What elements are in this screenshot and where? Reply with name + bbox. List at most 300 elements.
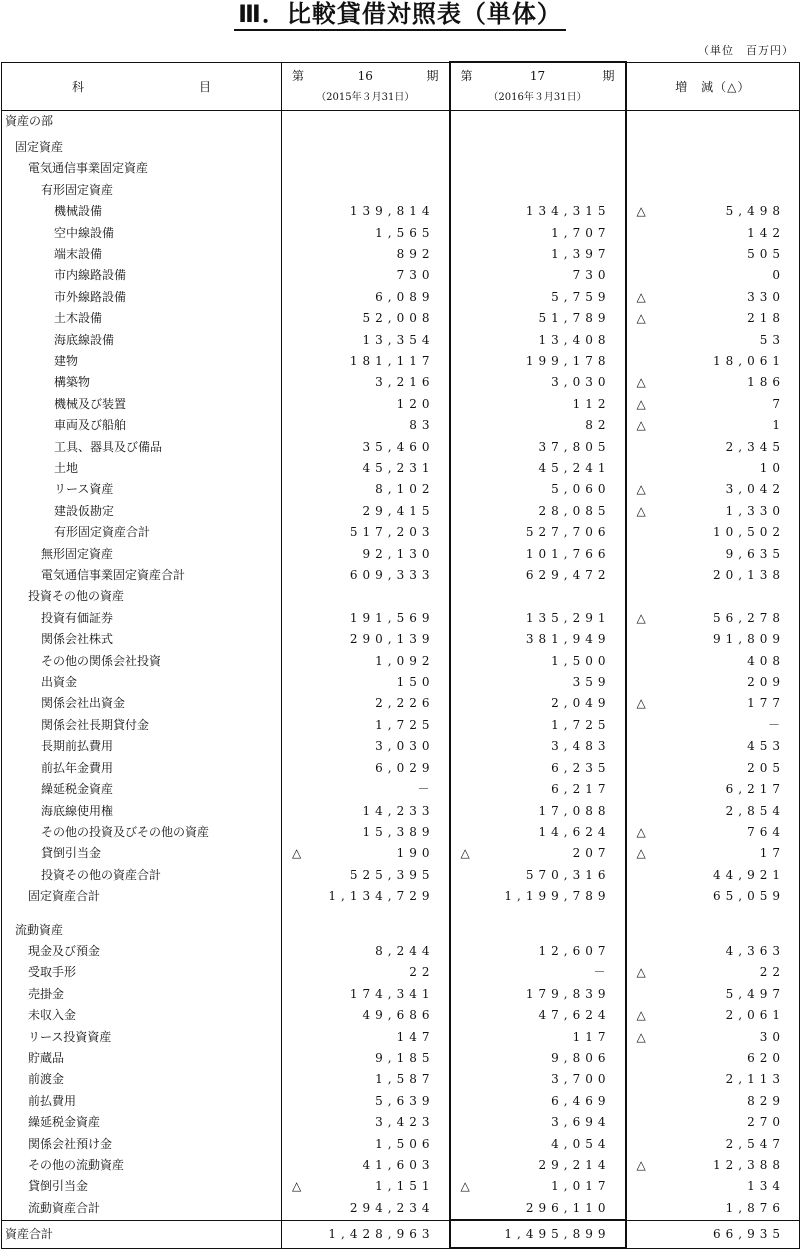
amount-value: 4,054 bbox=[551, 1136, 611, 1151]
table-row bbox=[2, 458, 800, 479]
value-16-cell bbox=[282, 137, 450, 158]
amount-value: 2,854 bbox=[725, 803, 785, 818]
amount-value: 9,806 bbox=[551, 1050, 611, 1065]
value-16-cell bbox=[282, 1005, 450, 1026]
header-16-ki: 期 bbox=[426, 69, 439, 83]
amount-value: 290,139 bbox=[349, 632, 435, 647]
amount-value: 150 bbox=[396, 675, 435, 690]
amount-value: 52,008 bbox=[362, 311, 435, 326]
item-cell bbox=[2, 1048, 282, 1069]
value-17-cell bbox=[450, 736, 626, 757]
value-17-cell bbox=[450, 372, 626, 393]
negative-mark: △ bbox=[636, 204, 646, 219]
table-row bbox=[2, 941, 800, 962]
amount-value: 6,089 bbox=[375, 289, 435, 304]
amount-value: 1,151 bbox=[375, 1179, 435, 1194]
item-cell bbox=[2, 801, 282, 822]
value-17-cell bbox=[450, 437, 626, 458]
item-cell bbox=[2, 479, 282, 500]
difference-cell bbox=[626, 565, 800, 586]
amount-value: 147 bbox=[396, 1029, 435, 1044]
table-row bbox=[2, 758, 800, 779]
item-label: 市内線路設備 bbox=[54, 268, 127, 283]
amount-value: 30 bbox=[759, 1029, 785, 1044]
item-label: その他の流動資産 bbox=[28, 1158, 125, 1172]
amount-value: 453 bbox=[747, 739, 785, 754]
negative-mark: △ bbox=[636, 418, 646, 433]
value-16-cell bbox=[282, 758, 450, 779]
value-16-cell bbox=[282, 1069, 450, 1090]
value-16-cell bbox=[282, 672, 450, 693]
difference-cell bbox=[626, 180, 800, 201]
item-label: 無形固定資産 bbox=[41, 546, 114, 561]
item-cell bbox=[2, 865, 282, 886]
table-row bbox=[2, 158, 800, 179]
value-17-cell bbox=[450, 287, 626, 308]
value-17-cell bbox=[450, 843, 626, 864]
value-16-cell bbox=[282, 201, 450, 222]
amount-value: 0 bbox=[772, 268, 785, 283]
difference-cell bbox=[626, 843, 800, 864]
item-label: 貸倒引当金 bbox=[28, 1179, 89, 1194]
item-label: 受取手形 bbox=[28, 965, 77, 980]
amount-value: 6,217 bbox=[725, 782, 785, 797]
difference-cell bbox=[626, 801, 800, 822]
difference-cell bbox=[626, 984, 800, 1005]
difference-cell bbox=[626, 941, 800, 962]
value-16-cell bbox=[282, 565, 450, 586]
total-row bbox=[2, 1220, 800, 1248]
header-item-char-2: 目 bbox=[198, 79, 211, 94]
amount-value: 29,415 bbox=[362, 503, 435, 518]
table-row bbox=[2, 886, 800, 907]
item-label: 土木設備 bbox=[54, 311, 103, 326]
value-16-cell bbox=[282, 1112, 450, 1133]
item-cell bbox=[2, 1198, 282, 1220]
value-17-cell bbox=[450, 608, 626, 629]
amount-value: 190 bbox=[396, 846, 435, 861]
amount-value: 6,217 bbox=[551, 782, 611, 797]
item-cell bbox=[2, 693, 282, 714]
value-16-cell bbox=[282, 779, 450, 800]
table-row bbox=[2, 522, 800, 543]
value-17-cell bbox=[450, 415, 626, 436]
amount-value: 3,423 bbox=[375, 1115, 435, 1130]
value-16-cell bbox=[282, 1198, 450, 1220]
item-label: リース資産 bbox=[54, 482, 114, 497]
value-16-cell bbox=[282, 984, 450, 1005]
amount-value: 12,607 bbox=[538, 943, 611, 958]
item-cell bbox=[2, 629, 282, 650]
item-label: 流動資産合計 bbox=[28, 1201, 101, 1216]
item-label: 出資金 bbox=[41, 675, 78, 690]
item-cell bbox=[2, 265, 282, 286]
table-row bbox=[2, 843, 800, 864]
item-cell bbox=[2, 287, 282, 308]
difference-cell bbox=[626, 920, 800, 941]
value-16-cell bbox=[282, 1134, 450, 1155]
header-17-date: （2016年３月31日） bbox=[488, 92, 587, 104]
item-cell bbox=[2, 822, 282, 843]
value-16-cell bbox=[282, 110, 450, 132]
value-16-cell bbox=[282, 822, 450, 843]
value-16-cell bbox=[282, 1155, 450, 1176]
difference-cell bbox=[626, 1176, 800, 1197]
table-row bbox=[2, 437, 800, 458]
amount-value: 5,639 bbox=[375, 1093, 435, 1108]
amount-value: 134,315 bbox=[525, 204, 611, 219]
table-row bbox=[2, 693, 800, 714]
spacer-cell bbox=[2, 908, 282, 920]
amount-value: 49,686 bbox=[362, 1008, 435, 1023]
value-17-cell bbox=[450, 180, 626, 201]
difference-cell bbox=[626, 223, 800, 244]
value-16-cell bbox=[282, 265, 450, 286]
amount-value: 270 bbox=[747, 1115, 785, 1130]
difference-cell bbox=[626, 372, 800, 393]
item-cell bbox=[2, 1069, 282, 1090]
table-row bbox=[2, 651, 800, 672]
table-row bbox=[2, 1091, 800, 1112]
total-difference-cell bbox=[626, 1220, 800, 1248]
value-16-cell bbox=[282, 693, 450, 714]
amount-value: 5,759 bbox=[551, 289, 611, 304]
amount-value: － bbox=[593, 965, 611, 980]
difference-cell bbox=[626, 672, 800, 693]
negative-mark: △ bbox=[460, 846, 470, 861]
difference-cell bbox=[626, 1048, 800, 1069]
value-16-cell bbox=[282, 1048, 450, 1069]
value-16-cell bbox=[282, 415, 450, 436]
table-row bbox=[2, 415, 800, 436]
amount-value: 3,483 bbox=[551, 739, 611, 754]
amount-value: 191,569 bbox=[349, 610, 435, 625]
difference-cell bbox=[626, 437, 800, 458]
amount-value: 1,330 bbox=[725, 503, 785, 518]
value-16-cell bbox=[282, 962, 450, 983]
negative-mark: △ bbox=[636, 965, 646, 980]
table-row bbox=[2, 372, 800, 393]
amount-value: 13,408 bbox=[538, 332, 611, 347]
difference-cell bbox=[626, 736, 800, 757]
item-cell bbox=[2, 920, 282, 941]
value-16-cell bbox=[282, 351, 450, 372]
value-17-cell bbox=[450, 801, 626, 822]
amount-value: 1,500 bbox=[551, 653, 611, 668]
item-label: 投資有価証券 bbox=[41, 610, 114, 625]
item-cell bbox=[2, 458, 282, 479]
balance-sheet-body bbox=[2, 110, 800, 1248]
amount-value: 207 bbox=[572, 846, 611, 861]
value-17-cell bbox=[450, 1048, 626, 1069]
amount-value: 134 bbox=[747, 1179, 785, 1194]
difference-cell bbox=[626, 608, 800, 629]
amount-value: 179,839 bbox=[525, 986, 611, 1001]
amount-value: 10 bbox=[759, 461, 785, 475]
difference-cell bbox=[626, 522, 800, 543]
difference-cell bbox=[626, 458, 800, 479]
difference-cell bbox=[626, 544, 800, 565]
negative-mark: △ bbox=[636, 846, 646, 861]
value-16-cell bbox=[282, 736, 450, 757]
item-label: 建設仮勘定 bbox=[54, 503, 115, 518]
item-cell bbox=[2, 941, 282, 962]
value-17-cell bbox=[450, 110, 626, 132]
unit-label: （単位 百万円） bbox=[698, 44, 794, 57]
item-label: 有形固定資産 bbox=[41, 182, 114, 197]
amount-value: 44,921 bbox=[713, 867, 785, 882]
amount-value: 22 bbox=[409, 965, 435, 980]
value-16-cell bbox=[282, 1027, 450, 1048]
item-label: 資産の部 bbox=[5, 113, 54, 128]
amount-value: 505 bbox=[747, 246, 785, 261]
item-cell bbox=[2, 244, 282, 265]
amount-value: 14,624 bbox=[538, 824, 611, 839]
value-16-cell bbox=[282, 801, 450, 822]
amount-value: 3,030 bbox=[551, 375, 611, 390]
item-cell bbox=[2, 1112, 282, 1133]
item-label: 流動資産 bbox=[15, 922, 64, 937]
item-cell bbox=[2, 843, 282, 864]
item-label: 関係会社長期貸付金 bbox=[41, 717, 150, 732]
table-row bbox=[2, 110, 800, 132]
negative-mark: △ bbox=[636, 1008, 646, 1023]
table-row bbox=[2, 608, 800, 629]
header-16-dai: 第 bbox=[292, 69, 305, 83]
total-label-cell bbox=[2, 1220, 282, 1248]
item-cell bbox=[2, 758, 282, 779]
item-label: 固定資産合計 bbox=[28, 889, 101, 904]
amount-value: － bbox=[767, 717, 785, 732]
negative-mark: △ bbox=[636, 482, 646, 497]
value-17-cell bbox=[450, 479, 626, 500]
spacer-cell bbox=[450, 908, 626, 920]
total-value: 66,935 bbox=[713, 1227, 785, 1242]
difference-cell bbox=[626, 1091, 800, 1112]
amount-value: 186 bbox=[747, 375, 785, 390]
value-17-cell bbox=[450, 501, 626, 522]
difference-cell bbox=[626, 1069, 800, 1090]
negative-mark: △ bbox=[636, 311, 646, 326]
value-17-cell bbox=[450, 962, 626, 983]
table-row bbox=[2, 865, 800, 886]
difference-cell bbox=[626, 287, 800, 308]
table-row bbox=[2, 201, 800, 222]
amount-value: 13,354 bbox=[362, 332, 435, 347]
difference-cell bbox=[626, 1198, 800, 1220]
negative-mark: △ bbox=[292, 1179, 302, 1194]
value-17-cell bbox=[450, 1134, 626, 1155]
value-17-cell bbox=[450, 984, 626, 1005]
table-row bbox=[2, 308, 800, 329]
total-17-cell bbox=[450, 1220, 626, 1248]
amount-value: 5,497 bbox=[725, 986, 785, 1001]
amount-value: 177 bbox=[747, 696, 785, 711]
table-row bbox=[2, 715, 800, 736]
difference-cell bbox=[626, 1134, 800, 1155]
amount-value: 527,706 bbox=[525, 525, 611, 540]
negative-mark: △ bbox=[636, 824, 646, 839]
item-cell bbox=[2, 415, 282, 436]
item-label: 市外線路設備 bbox=[54, 289, 127, 304]
value-16-cell bbox=[282, 158, 450, 179]
item-label: 関係会社出資金 bbox=[41, 696, 126, 711]
value-16-cell bbox=[282, 522, 450, 543]
table-row bbox=[2, 1048, 800, 1069]
item-label: 長期前払費用 bbox=[41, 739, 114, 754]
value-17-cell bbox=[450, 544, 626, 565]
item-label: 機械設備 bbox=[54, 204, 103, 219]
amount-value: 381,949 bbox=[525, 632, 611, 647]
amount-value: 37,805 bbox=[538, 439, 611, 454]
value-17-cell bbox=[450, 201, 626, 222]
table-row bbox=[2, 287, 800, 308]
item-cell bbox=[2, 330, 282, 351]
table-row bbox=[2, 779, 800, 800]
amount-value: 205 bbox=[747, 760, 785, 775]
table-row bbox=[2, 962, 800, 983]
value-16-cell bbox=[282, 715, 450, 736]
value-17-cell bbox=[450, 394, 626, 415]
difference-cell bbox=[626, 308, 800, 329]
value-17-cell bbox=[450, 715, 626, 736]
amount-value: 65,059 bbox=[713, 889, 785, 904]
amount-value: 117 bbox=[572, 1029, 611, 1044]
difference-cell bbox=[626, 394, 800, 415]
value-16-cell bbox=[282, 608, 450, 629]
difference-cell bbox=[626, 501, 800, 522]
negative-mark: △ bbox=[460, 1179, 470, 1194]
amount-value: 35,460 bbox=[362, 439, 435, 454]
item-label: 海底線使用権 bbox=[41, 803, 114, 818]
table-row bbox=[2, 801, 800, 822]
item-label: 電気通信事業固定資産 bbox=[28, 161, 149, 176]
amount-value: 2,547 bbox=[725, 1136, 785, 1151]
item-label: 繰延税金資産 bbox=[41, 782, 114, 797]
difference-cell bbox=[626, 1005, 800, 1026]
table-row bbox=[2, 1155, 800, 1176]
item-cell bbox=[2, 1176, 282, 1197]
difference-cell bbox=[626, 244, 800, 265]
table-row bbox=[2, 137, 800, 158]
amount-value: 6,029 bbox=[375, 760, 435, 775]
value-17-cell bbox=[450, 941, 626, 962]
amount-value: 517,203 bbox=[349, 525, 435, 540]
negative-mark: △ bbox=[636, 503, 646, 518]
value-17-cell bbox=[450, 158, 626, 179]
table-header-row bbox=[2, 62, 800, 110]
amount-value: 1 bbox=[772, 418, 785, 433]
value-17-cell bbox=[450, 330, 626, 351]
negative-mark: △ bbox=[636, 1158, 646, 1172]
value-17-cell bbox=[450, 1155, 626, 1176]
item-label: 電気通信事業固定資産合計 bbox=[41, 568, 186, 583]
total-value: 1,495,899 bbox=[504, 1227, 611, 1242]
amount-value: 2,345 bbox=[725, 439, 785, 454]
value-17-cell bbox=[450, 1198, 626, 1220]
amount-value: 139,814 bbox=[349, 204, 435, 219]
value-16-cell bbox=[282, 458, 450, 479]
item-cell bbox=[2, 522, 282, 543]
value-17-cell bbox=[450, 920, 626, 941]
table-row bbox=[2, 330, 800, 351]
difference-cell bbox=[626, 886, 800, 907]
amount-value: 92,130 bbox=[362, 546, 435, 561]
difference-cell bbox=[626, 715, 800, 736]
value-17-cell bbox=[450, 758, 626, 779]
amount-value: 1,707 bbox=[551, 225, 611, 240]
item-cell bbox=[2, 672, 282, 693]
spacer-row bbox=[2, 908, 800, 920]
value-16-cell bbox=[282, 886, 450, 907]
amount-value: 570,316 bbox=[525, 867, 611, 882]
amount-value: 218 bbox=[747, 311, 785, 326]
amount-value: 9,185 bbox=[375, 1050, 435, 1065]
amount-value: 620 bbox=[747, 1050, 785, 1065]
value-16-cell bbox=[282, 372, 450, 393]
amount-value: 3,700 bbox=[551, 1072, 611, 1087]
amount-value: 112 bbox=[572, 396, 611, 411]
item-cell bbox=[2, 651, 282, 672]
amount-value: 199,178 bbox=[525, 353, 611, 368]
item-label: 売掛金 bbox=[28, 986, 65, 1001]
total-value: 1,428,963 bbox=[328, 1227, 435, 1242]
item-cell bbox=[2, 544, 282, 565]
item-label: 固定資産 bbox=[15, 139, 64, 154]
item-label: 関係会社株式 bbox=[41, 632, 114, 647]
value-16-cell bbox=[282, 244, 450, 265]
spacer-cell bbox=[626, 908, 800, 920]
amount-value: 525,395 bbox=[349, 867, 435, 882]
amount-value: 8,244 bbox=[375, 943, 435, 958]
item-label: 有形固定資産合計 bbox=[54, 525, 151, 540]
table-row bbox=[2, 672, 800, 693]
amount-value: 1,017 bbox=[551, 1179, 611, 1194]
header-difference: 増 減（△） bbox=[626, 62, 800, 110]
amount-value: 1,725 bbox=[551, 717, 611, 732]
item-cell bbox=[2, 201, 282, 222]
amount-value: 14,233 bbox=[362, 803, 435, 818]
value-16-cell bbox=[282, 180, 450, 201]
value-17-cell bbox=[450, 223, 626, 244]
item-label: 空中線設備 bbox=[54, 225, 115, 240]
amount-value: 730 bbox=[572, 268, 611, 283]
difference-cell bbox=[626, 651, 800, 672]
header-17-number: 17 bbox=[529, 69, 546, 84]
item-cell bbox=[2, 1155, 282, 1176]
amount-value: 2,226 bbox=[375, 696, 435, 711]
value-16-cell bbox=[282, 330, 450, 351]
item-cell bbox=[2, 158, 282, 179]
balance-sheet-table bbox=[1, 61, 800, 1249]
value-17-cell bbox=[450, 1069, 626, 1090]
amount-value: 359 bbox=[572, 675, 611, 690]
amount-value: 3,042 bbox=[725, 482, 785, 497]
item-label: 現金及び預金 bbox=[28, 943, 101, 958]
table-row bbox=[2, 244, 800, 265]
table-row bbox=[2, 1134, 800, 1155]
value-17-cell bbox=[450, 865, 626, 886]
negative-mark: △ bbox=[292, 846, 302, 861]
amount-value: 142 bbox=[747, 225, 785, 240]
page-title bbox=[0, 0, 800, 31]
amount-value: 5,060 bbox=[551, 482, 611, 497]
table-row bbox=[2, 501, 800, 522]
item-cell bbox=[2, 779, 282, 800]
amount-value: 91,809 bbox=[713, 632, 785, 647]
table-row bbox=[2, 394, 800, 415]
item-cell bbox=[2, 736, 282, 757]
